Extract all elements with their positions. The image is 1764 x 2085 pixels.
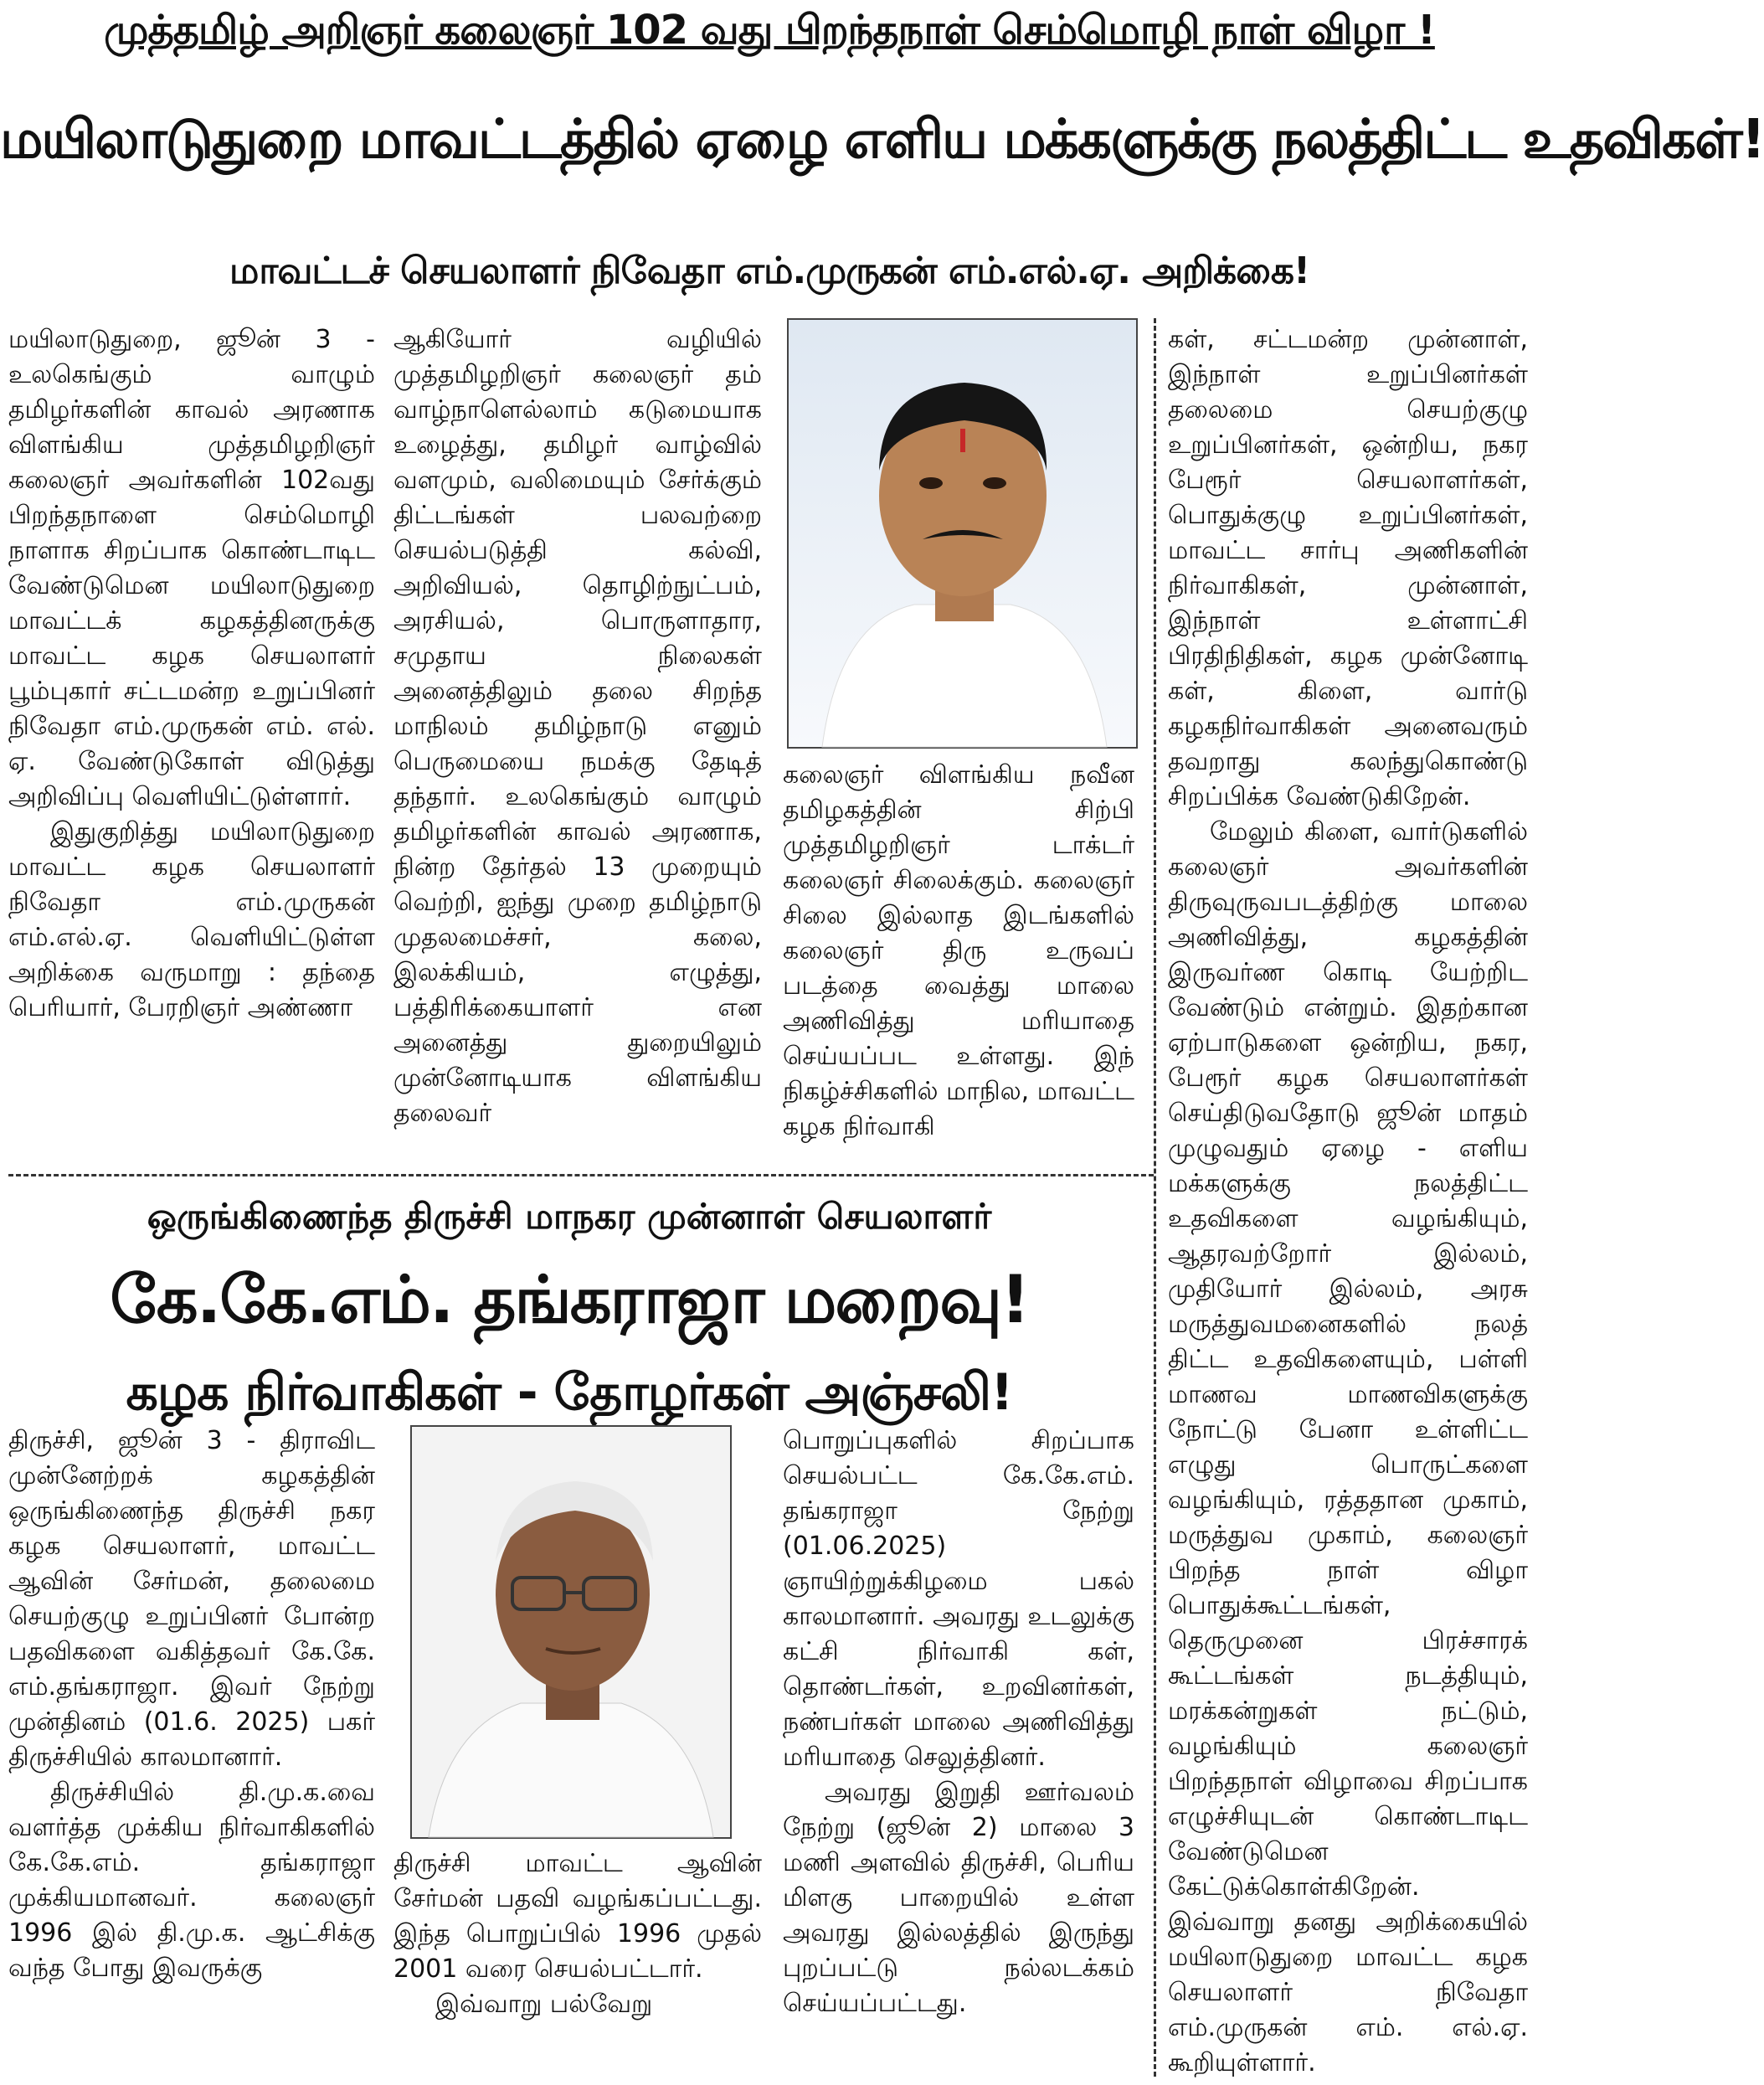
photo-kkm-thangaraja: [410, 1425, 732, 1839]
column-divider: [1154, 318, 1156, 2077]
photo-nivetha-murugan: [787, 318, 1138, 749]
story2-col3-para-2: அவரது இறுதி ஊர்வலம் நேற்று (ஜூன் 2) மாலை 3 மணி அளவில் திருச்சி, பெரிய மிளகு பாறையில் உள்ள அவரது இல்லத்தில் இருந்து புறப்பட்டு நல்லடக்கம் செய்யப்பட்டது.: [783, 1778, 1134, 2018]
story1-column-3: [783, 758, 1134, 1168]
portrait-man-1-image: [789, 320, 1136, 747]
story-divider: [8, 1174, 1154, 1176]
story1-column-4: [1168, 322, 1528, 2081]
top-headline: முத்தமிழ் அறிஞர் கலைஞர் 102 வது பிறந்தநாள் செம்மொழி நாள் விழா !: [104, 7, 1435, 54]
sub-headline: மாவட்டச் செயலாளர் நிவேதா எம்.முருகன் எம்.எல்.ஏ. அறிக்கை!: [229, 250, 1310, 292]
story2-column-1: [8, 1423, 375, 2085]
story1-col1-para-2: இதுகுறித்து மயிலாடுதுறை மாவட்ட கழக செயலாளர் நிவேதா எம்.முருகன் எம்.எல்.ஏ. வெளியிட்டுள்ள அறிக்கை வருமாறு : தந்தை பெரியார், பேரறிஞர் அண்ணா: [8, 817, 375, 1022]
story2-col3-para-1: பொறுப்புகளில் சிறப்பாக செயல்பட்ட கே.கே.எம். தங்கராஜா நேற்று (01.06.2025) ஞாயிற்றுக்கிழமை பகல் காலமானார். அவரது உடலுக்கு கட்சி நிர்வாகி கள், தொண்டர்கள், உறவினர்கள், நண்பர்கள் மாலை அணிவித்து மரியாதை செலுத்தினர்.: [783, 1426, 1134, 1772]
story2-col2-para-2: இவ்வாறு பல்வேறு: [435, 1990, 653, 2019]
story2-headline: கே.கே.எம். தங்கராஜா மறைவு!: [110, 1263, 1029, 1338]
main-headline: மயிலாடுதுறை மாவட்டத்தில் ஏழை எளிய மக்களுக்கு நலத்திட்ட உதவிகள்!: [0, 109, 1764, 171]
story2-column-2: [393, 1846, 762, 2085]
story2-col2-para-1: திருச்சி மாவட்ட ஆவின் சேர்மன் பதவி வழங்கப்பட்டது. இந்த பொறுப்பில் 1996 முதல் 2001 வரை செயல்பட்டார்.: [393, 1849, 762, 1984]
story2-subhead: கழக நிர்வாகிகள் - தோழர்கள் அஞ்சலி!: [126, 1363, 1013, 1422]
story1-column-2: [393, 322, 762, 1160]
story1-col2-para-1: ஆகியோர் வழியில் முத்தமிழறிஞர் கலைஞர் தம் வாழ்நாளெல்லாம் கடுமையாக உழைத்து, தமிழர் வாழ்வில் வளமும், வலிமையும் சேர்க்கும் திட்டங்கள் பலவற்றை செயல்படுத்தி கல்வி, அறிவியல், தொழிற்நுட்பம், அரசியல், பொருளாதார, சமுதாய நிலைகள் அனைத்திலும் தலை சிறந்த மாநிலம் தமிழ்நாடு எனும் பெருமையை நமக்கு தேடித் தந்தார். உலகெங்கும் வாழும் தமிழர்களின் காவல் அரணாக, நின்ற தேர்தல் 13 முறையும் வெற்றி, ஐந்து முறை தமிழ்நாடு முதலமைச்சர், கலை, இலக்கியம், எழுத்து, பத்திரிக்கையாளர் என அனைத்து துறையிலும் முன்னோடியாக விளங்கிய தலைவர்: [393, 325, 762, 1128]
story1-col3-para-1: கலைஞர் விளங்கிய நவீன தமிழகத்தின் சிற்பி முத்தமிழறிஞர் டாக்டர் கலைஞர் சிலைக்கும். கலைஞர் சிலை இல்லாத இடங்களில் கலைஞர் திரு உருவப் படத்தை வைத்து மாலை அணிவித்து மரியாதை செய்யப்பட உள்ளது. இந் நிகழ்ச்சிகளில் மாநில, மாவட்ட கழக நிர்வாகி: [783, 760, 1134, 1141]
story2-col1-para-1: திருச்சி, ஜூன் 3 - திராவிட முன்னேற்றக் கழகத்தின் ஒருங்கிணைந்த திருச்சி நகர கழக செயலாளர், மாவட்ட ஆவின் சேர்மன், தலைமை செயற்குழு உறுப்பினர் போன்ற பதவிகளை வகித்தவர் கே.கே. எம்.தங்கராஜா. இவர் நேற்று முன்தினம் (01.6. 2025) பகர் திருச்சியில் காலமானார்.: [8, 1426, 375, 1772]
story2-kicker: ஒருங்கிணைந்த திருச்சி மாநகர முன்னாள் செயலாளர்: [147, 1196, 992, 1237]
story1-col4-para-2: மேலும் கிளை, வார்டுகளில் கலைஞர் அவர்களின் திருவுருவபடத்திற்கு மாலை அணிவித்து, கழகத்தின் இருவர்ண கொடி யேற்றிட வேண்டும் என்றும். இதற்கான ஏற்பாடுகளை ஒன்றிய, நகர, பேரூர் கழக செயலாளர்கள் செய்திடுவதோடு ஜூன் மாதம் முழுவதும் ஏழை - எளிய மக்களுக்கு நலத்திட்ட உதவிகளை வழங்கியும், ஆதரவற்றோர் இல்லம், முதியோர் இல்லம், அரசு மருத்துவமனைகளில் நலத் திட்ட உதவிகளையும், பள்ளி மாணவ மாணவிகளுக்கு நோட்டு பேனா உள்ளிட்ட எழுது பொருட்களை வழங்கியும், ரத்ததான முகாம், மருத்துவ முகாம், கலைஞர் பிறந்த நாள் விழா பொதுக்கூட்டங்கள், தெருமுனை பிரச்சாரக் கூட்டங்கள் நடத்தியும், மரக்கன்றுகள் நட்டும், வழங்கியும் கலைஞர் பிறந்தநாள் விழாவை சிறப்பாக எழுச்சியுடன் கொண்டாடிட வேண்டுமென கேட்டுக்கொள்கிறேன். இவ்வாறு தனது அறிக்கையில் மயிலாடுதுறை மாவட்ட கழக செயலாளர் நிவேதா எம்.முருகன் எம். எல்.ஏ. கூறியுள்ளார்.: [1168, 817, 1528, 2077]
story2-col1-para-2: திருச்சியில் தி.மு.க.வை வளர்த்த முக்கிய நிர்வாகிகளில் கே.கே.எம். தங்கராஜா முக்கியமானவர். கலைஞர் 1996 இல் தி.மு.க. ஆட்சிக்கு வந்த போது இவருக்கு: [8, 1778, 375, 1983]
story2-column-3: [783, 1423, 1134, 2085]
portrait-man-2-image: [412, 1427, 730, 1837]
story1-col4-para-1: கள், சட்டமன்ற முன்னாள், இந்நாள் உறுப்பினர்கள் தலைமை செயற்குழு உறுப்பினர்கள், ஒன்றிய, நகர பேரூர் செயலாளர்கள், பொதுக்குழு உறுப்பினர்கள், மாவட்ட சார்பு அணிகளின் நிர்வாகிகள், முன்னாள், இந்நாள் உள்ளாட்சி பிரதிநிதிகள், கழக முன்னோடி கள், கிளை, வார்டு கழகநிர்வாகிகள் அனைவரும் தவறாது கலந்துகொண்டு சிறப்பிக்க வேண்டுகிறேன்.: [1168, 325, 1528, 811]
story1-col1-para-1: மயிலாடுதுறை, ஜூன் 3 - உலகெங்கும் வாழும் தமிழர்களின் காவல் அரணாக விளங்கிய முத்தமிழறிஞர் கலைஞர் அவர்களின் 102வது பிறந்தநாளை செம்மொழி நாளாக சிறப்பாக கொண்டாடிட வேண்டுமென மயிலாடுதுறை மாவட்டக் கழகத்தினருக்கு மாவட்ட கழக செயலாளர் பூம்புகார் சட்டமன்ற உறுப்பினர் நிவேதா எம்.முருகன் எம். எல். ஏ. வேண்டுகோள் விடுத்து அறிவிப்பு வெளியிட்டுள்ளார்.: [8, 325, 375, 811]
story1-column-1: [8, 322, 375, 1160]
